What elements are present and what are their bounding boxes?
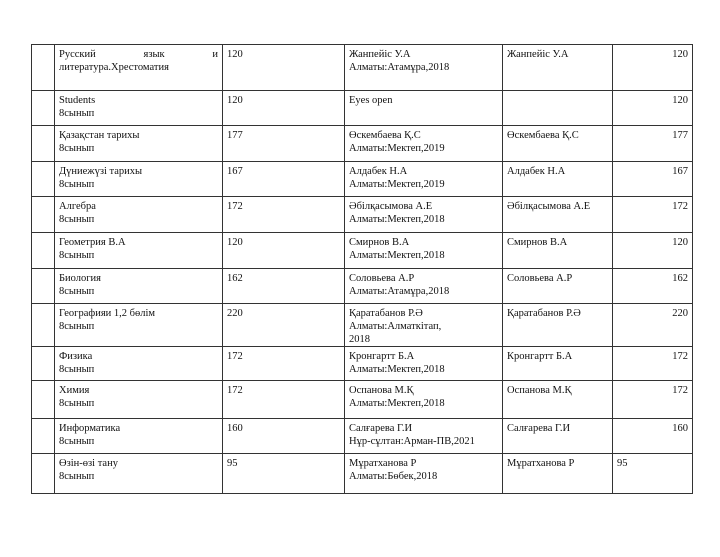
title-cell <box>55 91 223 126</box>
author-cell: Мұратханова Р <box>503 454 613 494</box>
count-cell: 167 <box>613 162 693 197</box>
publisher-cell <box>345 347 503 381</box>
title-line: 8сынып <box>59 250 95 261</box>
title-line: Дүниежүзі тарихы <box>59 166 143 177</box>
qty-cell: 120 <box>223 91 345 126</box>
count-cell: 172 <box>613 347 693 381</box>
row-number-cell <box>32 126 55 162</box>
count-cell: 220 <box>613 304 693 347</box>
author-cell: Оспанова М.Қ <box>503 381 613 419</box>
row-number-cell <box>32 347 55 381</box>
table-row <box>32 45 693 91</box>
publisher-cell <box>345 162 503 197</box>
title-cell <box>55 197 223 233</box>
publisher-line: Алматы:Атамұра,2018 <box>349 286 450 297</box>
table-row <box>32 304 693 347</box>
publisher-line: Алдабек Н.А <box>349 166 408 177</box>
title-line: Географияи 1,2 бөлім <box>59 308 156 319</box>
title-cell <box>55 381 223 419</box>
count-cell: 95 <box>613 454 693 494</box>
author-cell: Өскембаева Қ.С <box>503 126 613 162</box>
textbook-table <box>31 44 693 494</box>
publisher-line: Соловьева А.Р <box>349 273 415 284</box>
publisher-line: Алматы:Мектеп,2019 <box>349 143 445 154</box>
publisher-line: Нұр-сұлтан:Арман-ПВ,2021 <box>349 436 475 447</box>
publisher-line: Алматы:Мектеп,2018 <box>349 398 445 409</box>
qty-cell: 167 <box>223 162 345 197</box>
title-line: 8сынып <box>59 143 95 154</box>
qty-cell: 160 <box>223 419 345 454</box>
title-cell <box>55 126 223 162</box>
count-cell: 172 <box>613 197 693 233</box>
row-number-cell <box>32 197 55 233</box>
title-cell <box>55 162 223 197</box>
publisher-line: Салғарева Г.И <box>349 423 413 434</box>
table-row <box>32 454 693 494</box>
row-number-cell <box>32 381 55 419</box>
row-number-cell <box>32 454 55 494</box>
publisher-line: Алматы:Бөбек,2018 <box>349 471 438 482</box>
publisher-cell <box>345 304 503 347</box>
title-line: 8сынып <box>59 398 95 409</box>
count-cell: 172 <box>613 381 693 419</box>
qty-cell: 220 <box>223 304 345 347</box>
table-row <box>32 162 693 197</box>
title-line: Геометрия В.А <box>59 237 126 248</box>
count-cell: 120 <box>613 233 693 269</box>
publisher-cell <box>345 197 503 233</box>
publisher-cell <box>345 45 503 91</box>
row-number-cell <box>32 45 55 91</box>
table-row <box>32 347 693 381</box>
author-cell: Жанпейіс У.А <box>503 45 613 91</box>
title-line: 8сынып <box>59 286 95 297</box>
title-word: язык <box>143 49 165 60</box>
author-cell: Салғарева Г.И <box>503 419 613 454</box>
title-cell <box>55 419 223 454</box>
row-number-cell <box>32 269 55 304</box>
publisher-line: Әбілқасымова А.Е <box>349 201 433 212</box>
table-row <box>32 126 693 162</box>
publisher-cell <box>345 269 503 304</box>
publisher-line: Алматы:Мектеп,2018 <box>349 250 445 261</box>
count-cell: 120 <box>613 91 693 126</box>
row-number-cell <box>32 91 55 126</box>
count-cell: 162 <box>613 269 693 304</box>
title-line: Химия <box>59 385 90 396</box>
qty-cell: 120 <box>223 45 345 91</box>
qty-cell: 177 <box>223 126 345 162</box>
title-word: и <box>212 49 218 60</box>
qty-cell: 172 <box>223 347 345 381</box>
title-line: 8сынып <box>59 108 95 119</box>
publisher-line: Алматы:Мектеп,2019 <box>349 179 445 190</box>
publisher-cell <box>345 454 503 494</box>
title-line: Информатика <box>59 423 121 434</box>
publisher-line: 2018 <box>349 334 370 345</box>
title-line: 8сынып <box>59 471 95 482</box>
title-line: Қазақстан тарихы <box>59 130 140 141</box>
title-line: 8сынып <box>59 321 95 332</box>
count-cell: 177 <box>613 126 693 162</box>
row-number-cell <box>32 419 55 454</box>
qty-cell: 172 <box>223 381 345 419</box>
author-cell: Алдабек Н.А <box>503 162 613 197</box>
author-cell: Соловьева А.Р <box>503 269 613 304</box>
table-row <box>32 233 693 269</box>
publisher-line: Мұратханова Р <box>349 458 417 469</box>
title-line: Students <box>59 95 96 106</box>
publisher-line: Eyes open <box>349 95 393 106</box>
title-line: 8сынып <box>59 364 95 375</box>
author-cell: Кронгартт Б.А <box>503 347 613 381</box>
qty-cell: 162 <box>223 269 345 304</box>
title-line: литература.Хрестоматия <box>59 62 169 73</box>
title-line: Физика <box>59 351 93 362</box>
title-line: Өзін-өзі тану <box>59 458 118 469</box>
publisher-cell <box>345 419 503 454</box>
publisher-cell <box>345 233 503 269</box>
count-cell: 160 <box>613 419 693 454</box>
qty-cell: 95 <box>223 454 345 494</box>
publisher-line: Оспанова М.Қ <box>349 385 414 396</box>
publisher-line: Алматы:Мектеп,2018 <box>349 364 445 375</box>
publisher-cell <box>345 381 503 419</box>
table-row <box>32 91 693 126</box>
title-line <box>59 48 218 61</box>
count-cell: 120 <box>613 45 693 91</box>
table-row <box>32 269 693 304</box>
publisher-line: Жанпейіс У.А <box>349 49 411 60</box>
title-line: 8сынып <box>59 214 95 225</box>
publisher-line: Алматы:Алматкітап, <box>349 321 442 332</box>
publisher-cell <box>345 126 503 162</box>
publisher-line: Алматы:Мектеп,2018 <box>349 214 445 225</box>
qty-cell: 120 <box>223 233 345 269</box>
table-row <box>32 381 693 419</box>
title-cell <box>55 347 223 381</box>
title-line: 8сынып <box>59 179 95 190</box>
title-word: Русский <box>59 49 96 60</box>
row-number-cell <box>32 233 55 269</box>
author-cell: Смирнов В.А <box>503 233 613 269</box>
publisher-line: Смирнов В.А <box>349 237 410 248</box>
title-cell <box>55 269 223 304</box>
qty-cell: 172 <box>223 197 345 233</box>
publisher-cell <box>345 91 503 126</box>
row-number-cell <box>32 162 55 197</box>
author-cell: Қаратабанов Р.Ә <box>503 304 613 347</box>
table-row <box>32 419 693 454</box>
publisher-line: Алматы:Атамұра,2018 <box>349 62 450 73</box>
title-cell <box>55 304 223 347</box>
title-line: 8сынып <box>59 436 95 447</box>
author-cell: Әбілқасымова А.Е <box>503 197 613 233</box>
publisher-line: Өскембаева Қ.С <box>349 130 421 141</box>
title-line: Биология <box>59 273 102 284</box>
publisher-line: Кронгартт Б.А <box>349 351 415 362</box>
title-line: Алгебра <box>59 201 96 212</box>
row-number-cell <box>32 304 55 347</box>
title-cell <box>55 454 223 494</box>
title-cell <box>55 233 223 269</box>
author-cell <box>503 91 613 126</box>
publisher-line: Қаратабанов Р.Ә <box>349 308 423 319</box>
table-row <box>32 197 693 233</box>
title-cell <box>55 45 223 91</box>
